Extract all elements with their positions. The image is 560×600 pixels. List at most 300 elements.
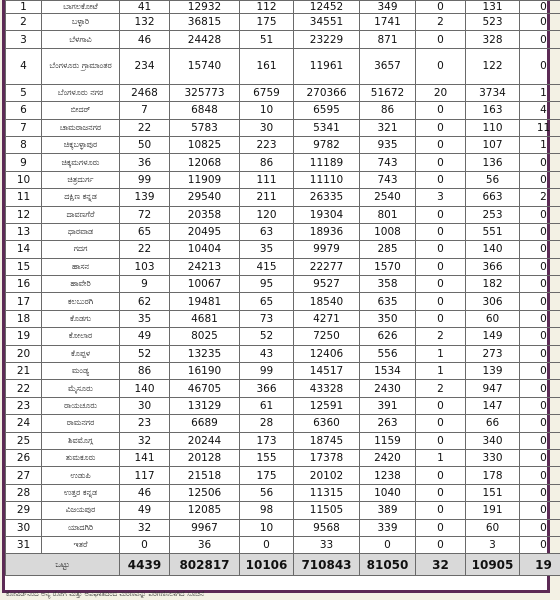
value-cell-c7: 366	[466, 258, 520, 275]
value-cell-c4: 18936	[294, 223, 360, 240]
value-cell-c2: 15740	[170, 48, 240, 84]
value-cell-c5: 2430	[360, 380, 416, 397]
value-cell-c6: 0	[416, 536, 466, 553]
value-cell-c5: 86	[360, 102, 416, 119]
district-covid-table	[5, 0, 560, 576]
serial-number: 15	[6, 258, 42, 275]
value-cell-c2: 10067	[170, 276, 240, 293]
value-cell-c2: 8025	[170, 328, 240, 345]
value-cell-c6: 0	[416, 467, 466, 484]
value-cell-c7: 328	[466, 31, 520, 48]
total-value-c7: 10905	[466, 554, 520, 576]
district-name: ಕೊಪ್ಪಳ	[42, 345, 120, 362]
district-name: ತುಮಕೂರು	[42, 449, 120, 466]
total-value-c8: 19	[520, 554, 560, 576]
value-cell-c7: 523	[466, 14, 520, 31]
value-cell-c4: 11315	[294, 484, 360, 501]
value-cell-c4: 18745	[294, 432, 360, 449]
value-cell-c1: 139	[120, 189, 170, 206]
district-name: ಕೋಲಾರ	[42, 328, 120, 345]
value-cell-c8: 4	[520, 102, 560, 119]
district-name: ಚಾಮರಾಜನಗರ	[42, 119, 120, 136]
value-cell-c7: 330	[466, 449, 520, 466]
value-cell-c2: 12932	[170, 1, 240, 14]
value-cell-c1: 36	[120, 154, 170, 171]
value-cell-c7: 151	[466, 484, 520, 501]
value-cell-c5: 358	[360, 276, 416, 293]
value-cell-c6: 0	[416, 31, 466, 48]
value-cell-c2: 36815	[170, 14, 240, 31]
value-cell-c6: 0	[416, 241, 466, 258]
value-cell-c1: 49	[120, 328, 170, 345]
serial-number: 29	[6, 502, 42, 519]
value-cell-c4: 11110	[294, 171, 360, 188]
value-cell-c5: 1534	[360, 363, 416, 380]
table-row	[6, 31, 560, 48]
serial-number: 20	[6, 345, 42, 362]
value-cell-c3: 211	[240, 189, 294, 206]
value-cell-c1: 2468	[120, 84, 170, 101]
table-row	[6, 154, 560, 171]
value-cell-c7: 60	[466, 519, 520, 536]
value-cell-c6: 0	[416, 519, 466, 536]
serial-number: 27	[6, 467, 42, 484]
table-row	[6, 519, 560, 536]
table-row	[6, 84, 560, 101]
district-name: ಚಿಕ್ಕಮಗಳೂರು	[42, 154, 120, 171]
total-value-c3: 10106	[240, 554, 294, 576]
value-cell-c5: 1040	[360, 484, 416, 501]
value-cell-c1: 117	[120, 467, 170, 484]
value-cell-c2: 29540	[170, 189, 240, 206]
value-cell-c1: 7	[120, 102, 170, 119]
district-name: ಉತ್ತರ ಕನ್ನಡ	[42, 484, 120, 501]
value-cell-c4: 12406	[294, 345, 360, 362]
value-cell-c3: 95	[240, 276, 294, 293]
value-cell-c2: 10404	[170, 241, 240, 258]
value-cell-c4: 9568	[294, 519, 360, 536]
value-cell-c4: 9979	[294, 241, 360, 258]
value-cell-c8: 0	[520, 328, 560, 345]
value-cell-c7: 178	[466, 467, 520, 484]
value-cell-c6: 0	[416, 276, 466, 293]
value-cell-c2: 12506	[170, 484, 240, 501]
value-cell-c6: 0	[416, 48, 466, 84]
value-cell-c2: 6689	[170, 415, 240, 432]
district-name: ಕಲಬುರಗಿ	[42, 293, 120, 310]
value-cell-c2: 325773	[170, 84, 240, 101]
value-cell-c1: 46	[120, 31, 170, 48]
table-row	[6, 415, 560, 432]
value-cell-c8: 0	[520, 241, 560, 258]
value-cell-c3: 120	[240, 206, 294, 223]
table-row	[6, 293, 560, 310]
value-cell-c5: 263	[360, 415, 416, 432]
serial-number: 26	[6, 449, 42, 466]
value-cell-c5: 743	[360, 154, 416, 171]
serial-number: 28	[6, 484, 42, 501]
value-cell-c3: 56	[240, 484, 294, 501]
district-name: ಬೀದರ್	[42, 102, 120, 119]
value-cell-c6: 0	[416, 293, 466, 310]
value-cell-c3: 10	[240, 519, 294, 536]
value-cell-c3: 61	[240, 397, 294, 414]
district-name: ಬೆಂಗಳೂರು ನಗರ	[42, 84, 120, 101]
value-cell-c8: 0	[520, 449, 560, 466]
value-cell-c7: 147	[466, 397, 520, 414]
value-cell-c5: 349	[360, 1, 416, 14]
serial-number: 25	[6, 432, 42, 449]
district-name: ರಾಯಚೂರು	[42, 397, 120, 414]
district-name: ಮೈಸೂರು	[42, 380, 120, 397]
value-cell-c1: 46	[120, 484, 170, 501]
value-cell-c2: 9967	[170, 519, 240, 536]
value-cell-c7: 947	[466, 380, 520, 397]
value-cell-c8: 0	[520, 258, 560, 275]
table-row	[6, 432, 560, 449]
value-cell-c4: 19304	[294, 206, 360, 223]
table-row	[6, 467, 560, 484]
value-cell-c3: 175	[240, 467, 294, 484]
value-cell-c1: 234	[120, 48, 170, 84]
value-cell-c7: 66	[466, 415, 520, 432]
value-cell-c1: 86	[120, 363, 170, 380]
district-name: ಬಳ್ಳಾರಿ	[42, 14, 120, 31]
value-cell-c8: 0	[520, 415, 560, 432]
value-cell-c5: 321	[360, 119, 416, 136]
value-cell-c7: 340	[466, 432, 520, 449]
value-cell-c1: 141	[120, 449, 170, 466]
table-row	[6, 119, 560, 136]
value-cell-c2: 10825	[170, 136, 240, 153]
district-name: ಹಾವೇರಿ	[42, 276, 120, 293]
district-name: ಬೆಳಗಾವಿ	[42, 31, 120, 48]
value-cell-c8: 0	[520, 310, 560, 327]
value-cell-c1: 23	[120, 415, 170, 432]
table-row	[6, 328, 560, 345]
value-cell-c3: 366	[240, 380, 294, 397]
serial-number: 22	[6, 380, 42, 397]
value-cell-c7: 663	[466, 189, 520, 206]
value-cell-c7: 3734	[466, 84, 520, 101]
value-cell-c6: 0	[416, 397, 466, 414]
table-row	[6, 189, 560, 206]
value-cell-c2: 20358	[170, 206, 240, 223]
value-cell-c3: 155	[240, 449, 294, 466]
value-cell-c1: 132	[120, 14, 170, 31]
value-cell-c8: 0	[520, 502, 560, 519]
value-cell-c8: 1	[520, 84, 560, 101]
value-cell-c7: 182	[466, 276, 520, 293]
value-cell-c8: 11	[520, 119, 560, 136]
value-cell-c5: 3657	[360, 48, 416, 84]
value-cell-c2: 13235	[170, 345, 240, 362]
value-cell-c7: 306	[466, 293, 520, 310]
value-cell-c8: 1	[520, 136, 560, 153]
value-cell-c5: 935	[360, 136, 416, 153]
serial-number: 1	[6, 1, 42, 14]
value-cell-c5: 743	[360, 171, 416, 188]
value-cell-c6: 2	[416, 328, 466, 345]
district-table-frame	[2, 0, 550, 593]
value-cell-c5: 871	[360, 31, 416, 48]
value-cell-c3: 223	[240, 136, 294, 153]
value-cell-c4: 17378	[294, 449, 360, 466]
value-cell-c3: 173	[240, 432, 294, 449]
value-cell-c1: 32	[120, 432, 170, 449]
value-cell-c5: 635	[360, 293, 416, 310]
value-cell-c5: 2420	[360, 449, 416, 466]
serial-number: 21	[6, 363, 42, 380]
table-row	[6, 502, 560, 519]
value-cell-c8: 0	[520, 519, 560, 536]
serial-number: 5	[6, 84, 42, 101]
value-cell-c1: 49	[120, 502, 170, 519]
district-name: ಶಿವಮೊಗ್ಗ	[42, 432, 120, 449]
value-cell-c6: 2	[416, 380, 466, 397]
value-cell-c2: 16190	[170, 363, 240, 380]
value-cell-c8: 0	[520, 1, 560, 14]
value-cell-c6: 1	[416, 345, 466, 362]
value-cell-c1: 22	[120, 119, 170, 136]
value-cell-c1: 50	[120, 136, 170, 153]
value-cell-c5: 1159	[360, 432, 416, 449]
serial-number: 2	[6, 14, 42, 31]
table-row	[6, 380, 560, 397]
value-cell-c8: 0	[520, 223, 560, 240]
value-cell-c4: 5341	[294, 119, 360, 136]
district-name: ಹಾಸನ	[42, 258, 120, 275]
value-cell-c3: 99	[240, 363, 294, 380]
value-cell-c5: 1570	[360, 258, 416, 275]
serial-number: 23	[6, 397, 42, 414]
value-cell-c4: 33	[294, 536, 360, 553]
table-row	[6, 241, 560, 258]
value-cell-c3: 112	[240, 1, 294, 14]
district-name: ಚಿತ್ರದುರ್ಗ	[42, 171, 120, 188]
value-cell-c3: 52	[240, 328, 294, 345]
value-cell-c5: 2540	[360, 189, 416, 206]
value-cell-c4: 11961	[294, 48, 360, 84]
value-cell-c8: 0	[520, 293, 560, 310]
district-name: ಬೆಂಗಳೂರು ಗ್ರಾಮಾಂತರ	[42, 48, 120, 84]
value-cell-c7: 140	[466, 241, 520, 258]
value-cell-c5: 391	[360, 397, 416, 414]
total-value-c5: 81050	[360, 554, 416, 576]
value-cell-c3: 111	[240, 171, 294, 188]
value-cell-c2: 4681	[170, 310, 240, 327]
value-cell-c7: 551	[466, 223, 520, 240]
value-cell-c7: 107	[466, 136, 520, 153]
value-cell-c4: 18540	[294, 293, 360, 310]
value-cell-c6: 0	[416, 1, 466, 14]
value-cell-c4: 12591	[294, 397, 360, 414]
district-name: ಉಡುಪಿ	[42, 467, 120, 484]
table-row	[6, 1, 560, 14]
table-row	[6, 136, 560, 153]
value-cell-c4: 9782	[294, 136, 360, 153]
district-name: ಚಿಕ್ಕಬಳ್ಳಾಪುರ	[42, 136, 120, 153]
value-cell-c1: 65	[120, 223, 170, 240]
serial-number: 11	[6, 189, 42, 206]
table-row	[6, 276, 560, 293]
value-cell-c3: 415	[240, 258, 294, 275]
value-cell-c6: 0	[416, 136, 466, 153]
district-name: ಯಾದಗಿರಿ	[42, 519, 120, 536]
value-cell-c8: 0	[520, 206, 560, 223]
value-cell-c4: 6595	[294, 102, 360, 119]
value-cell-c8: 0	[520, 467, 560, 484]
value-cell-c7: 110	[466, 119, 520, 136]
value-cell-c6: 2	[416, 14, 466, 31]
district-name: ದಾವಣಗೆರೆ	[42, 206, 120, 223]
table-row	[6, 397, 560, 414]
value-cell-c3: 161	[240, 48, 294, 84]
value-cell-c2: 20495	[170, 223, 240, 240]
district-name: ದಕ್ಷಿಣ ಕನ್ನಡ	[42, 189, 120, 206]
table-row	[6, 102, 560, 119]
serial-number: 6	[6, 102, 42, 119]
table-row	[6, 345, 560, 362]
value-cell-c4: 26335	[294, 189, 360, 206]
value-cell-c5: 801	[360, 206, 416, 223]
total-label: ಒಟ್ಟು	[6, 554, 120, 576]
value-cell-c1: 72	[120, 206, 170, 223]
value-cell-c2: 11909	[170, 171, 240, 188]
value-cell-c6: 1	[416, 449, 466, 466]
value-cell-c8: 0	[520, 14, 560, 31]
value-cell-c8: 0	[520, 363, 560, 380]
district-name: ಇತರೆ	[42, 536, 120, 553]
value-cell-c4: 12452	[294, 1, 360, 14]
value-cell-c5: 1238	[360, 467, 416, 484]
table-row	[6, 258, 560, 275]
value-cell-c7: 273	[466, 345, 520, 362]
value-cell-c6: 0	[416, 119, 466, 136]
value-cell-c7: 56	[466, 171, 520, 188]
value-cell-c1: 22	[120, 241, 170, 258]
serial-number: 17	[6, 293, 42, 310]
value-cell-c2: 12085	[170, 502, 240, 519]
serial-number: 8	[6, 136, 42, 153]
value-cell-c7: 136	[466, 154, 520, 171]
total-value-c6: 32	[416, 554, 466, 576]
value-cell-c3: 35	[240, 241, 294, 258]
value-cell-c3: 86	[240, 154, 294, 171]
value-cell-c8: 0	[520, 31, 560, 48]
value-cell-c5: 350	[360, 310, 416, 327]
table-row	[6, 363, 560, 380]
value-cell-c2: 12068	[170, 154, 240, 171]
value-cell-c6: 3	[416, 189, 466, 206]
total-row	[6, 554, 560, 576]
district-name: ರಾಮನಗರ	[42, 415, 120, 432]
serial-number: 10	[6, 171, 42, 188]
value-cell-c7: 191	[466, 502, 520, 519]
footnote: ಕೋವಿಡ್‌ನಿಂದ ಅನ್ಯ ರೋಗ ಮತ್ತು ಅಪಘಾತದಿಂದ ಮರಣವನ್ನು ಪರಿಗಣಿಸಲಾಗಿದೆ ಸೂಚನೆ	[6, 590, 205, 598]
serial-number: 18	[6, 310, 42, 327]
district-name: ಧಾರವಾಡ	[42, 223, 120, 240]
value-cell-c2: 5783	[170, 119, 240, 136]
value-cell-c4: 20102	[294, 467, 360, 484]
table-row	[6, 171, 560, 188]
table-row	[6, 484, 560, 501]
value-cell-c3: 43	[240, 345, 294, 362]
value-cell-c5: 0	[360, 536, 416, 553]
value-cell-c4: 23229	[294, 31, 360, 48]
serial-number: 30	[6, 519, 42, 536]
value-cell-c3: 65	[240, 293, 294, 310]
value-cell-c6: 0	[416, 154, 466, 171]
table-row	[6, 14, 560, 31]
value-cell-c2: 6848	[170, 102, 240, 119]
value-cell-c5: 51672	[360, 84, 416, 101]
value-cell-c6: 0	[416, 258, 466, 275]
value-cell-c1: 140	[120, 380, 170, 397]
value-cell-c1: 103	[120, 258, 170, 275]
district-name: ಮಂಡ್ಯ	[42, 363, 120, 380]
value-cell-c4: 270366	[294, 84, 360, 101]
value-cell-c1: 30	[120, 397, 170, 414]
table-row	[6, 536, 560, 553]
value-cell-c7: 149	[466, 328, 520, 345]
value-cell-c4: 34551	[294, 14, 360, 31]
value-cell-c7: 3	[466, 536, 520, 553]
value-cell-c2: 21518	[170, 467, 240, 484]
value-cell-c2: 46705	[170, 380, 240, 397]
value-cell-c3: 6759	[240, 84, 294, 101]
table-row	[6, 310, 560, 327]
value-cell-c7: 163	[466, 102, 520, 119]
serial-number: 19	[6, 328, 42, 345]
value-cell-c6: 0	[416, 223, 466, 240]
value-cell-c8: 0	[520, 484, 560, 501]
value-cell-c2: 24213	[170, 258, 240, 275]
value-cell-c6: 0	[416, 310, 466, 327]
value-cell-c2: 19481	[170, 293, 240, 310]
value-cell-c4: 11189	[294, 154, 360, 171]
table-row	[6, 48, 560, 84]
district-name: ಕೊಡಗು	[42, 310, 120, 327]
table-body	[6, 1, 560, 576]
total-value-c1: 4439	[120, 554, 170, 576]
value-cell-c8: 2	[520, 189, 560, 206]
value-cell-c8: 0	[520, 536, 560, 553]
value-cell-c3: 0	[240, 536, 294, 553]
value-cell-c6: 0	[416, 502, 466, 519]
serial-number: 13	[6, 223, 42, 240]
value-cell-c7: 122	[466, 48, 520, 84]
value-cell-c1: 35	[120, 310, 170, 327]
value-cell-c1: 41	[120, 1, 170, 14]
value-cell-c7: 139	[466, 363, 520, 380]
value-cell-c4: 6360	[294, 415, 360, 432]
value-cell-c3: 98	[240, 502, 294, 519]
value-cell-c1: 0	[120, 536, 170, 553]
value-cell-c8: 0	[520, 397, 560, 414]
value-cell-c2: 20128	[170, 449, 240, 466]
value-cell-c6: 0	[416, 484, 466, 501]
value-cell-c8: 0	[520, 154, 560, 171]
value-cell-c4: 22277	[294, 258, 360, 275]
value-cell-c7: 60	[466, 310, 520, 327]
value-cell-c6: 0	[416, 206, 466, 223]
serial-number: 9	[6, 154, 42, 171]
value-cell-c3: 175	[240, 14, 294, 31]
value-cell-c6: 1	[416, 363, 466, 380]
value-cell-c1: 99	[120, 171, 170, 188]
table-row	[6, 449, 560, 466]
